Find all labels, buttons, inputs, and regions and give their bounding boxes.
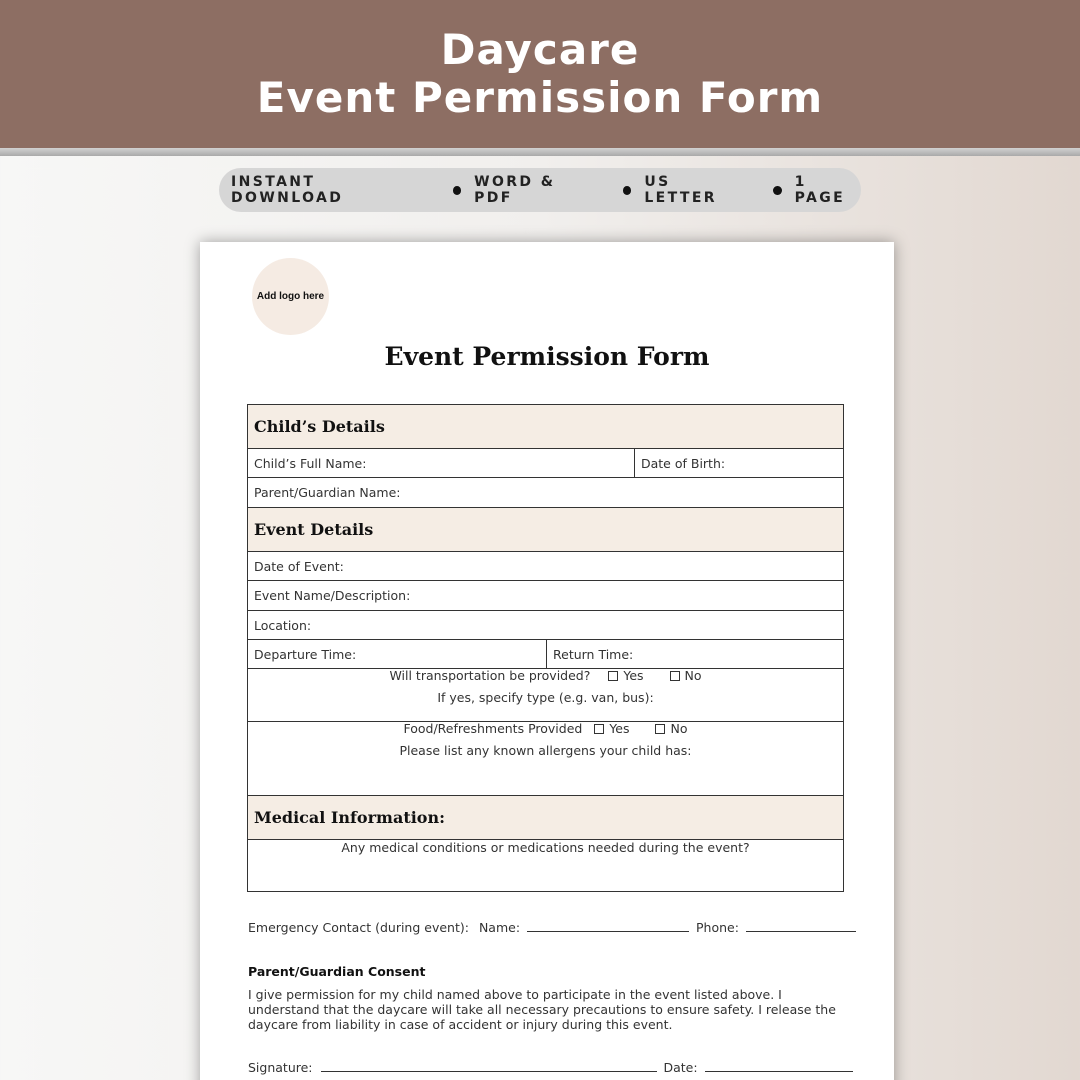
transportation-question: Will transportation be provided? xyxy=(389,668,591,683)
emergency-phone-label: Phone: xyxy=(696,920,739,935)
date-of-birth-field[interactable]: Date of Birth: xyxy=(634,449,843,477)
form-row xyxy=(248,581,843,611)
child-full-name-field[interactable]: Child’s Full Name: xyxy=(254,455,367,471)
section-heading-child: Child’s Details xyxy=(248,405,843,449)
transport-no-label: No xyxy=(684,668,702,683)
guardian-name-field[interactable]: Parent/Guardian Name: xyxy=(254,485,401,500)
checkbox-icon xyxy=(594,724,604,734)
medical-conditions-field[interactable]: Any medical conditions or medications needed during the event? xyxy=(341,840,750,855)
transport-no-checkbox[interactable] xyxy=(670,669,702,683)
banner-title-line-2: Event Permission Form xyxy=(256,73,824,122)
signature-date-input[interactable] xyxy=(705,1062,853,1072)
form-row xyxy=(248,640,843,669)
bullet-dot-icon xyxy=(453,186,462,195)
feature-page-count: 1 PAGE xyxy=(794,174,846,206)
food-no-checkbox[interactable] xyxy=(655,722,687,736)
food-question: Food/Refreshments Provided xyxy=(403,721,583,736)
consent-text: I give permission for my child named above to participate in the event listed above. I understand that the daycare will take all necessary precautions to ensure safety. I release the daycare from liability in case of accident or injury during this event. xyxy=(248,987,836,1032)
checkbox-icon xyxy=(608,671,618,681)
transport-yes-label: Yes xyxy=(623,668,644,683)
allergens-field[interactable]: Please list any known allergens your child has: xyxy=(399,743,692,758)
form-row xyxy=(248,611,843,640)
signature-label: Signature: xyxy=(248,1060,313,1075)
food-no-label: No xyxy=(670,721,688,736)
bullet-dot-icon xyxy=(773,186,782,195)
transportation-cell xyxy=(248,669,843,721)
emergency-contact-label: Emergency Contact (during event): xyxy=(248,920,469,935)
signature-date-label: Date: xyxy=(663,1060,698,1075)
consent-heading: Parent/Guardian Consent xyxy=(248,964,426,979)
bullet-dot-icon xyxy=(623,186,632,195)
section-heading-medical: Medical Information: xyxy=(248,796,843,840)
form-paper xyxy=(200,242,894,1080)
feature-pill xyxy=(219,168,861,212)
feature-us-letter: US LETTER xyxy=(644,174,717,206)
title-banner xyxy=(0,0,1080,148)
transport-yes-checkbox[interactable] xyxy=(608,669,643,683)
food-yes-checkbox[interactable] xyxy=(594,722,629,736)
form-row xyxy=(248,669,843,722)
departure-time-field[interactable]: Departure Time: xyxy=(254,646,357,662)
checkbox-icon xyxy=(655,724,665,734)
form-row xyxy=(248,722,843,796)
logo-placeholder-text: Add logo here xyxy=(256,291,325,302)
food-cell xyxy=(248,722,843,795)
form-row xyxy=(248,449,843,478)
form-row xyxy=(248,840,843,892)
section-heading-event: Event Details xyxy=(248,508,843,552)
banner-divider xyxy=(0,148,1080,156)
signature-input[interactable] xyxy=(321,1062,657,1072)
banner-title-line-1: Daycare xyxy=(440,25,640,74)
emergency-name-input[interactable] xyxy=(527,922,689,932)
form-row xyxy=(248,478,843,508)
form-table xyxy=(247,404,844,892)
feature-instant-download: INSTANT DOWNLOAD xyxy=(231,174,344,206)
emergency-name-label: Name: xyxy=(478,920,521,935)
transportation-question-line xyxy=(389,669,701,691)
location-field[interactable]: Location: xyxy=(254,617,312,633)
form-row xyxy=(248,552,843,581)
feature-word-pdf: WORD & PDF xyxy=(474,174,556,206)
logo-placeholder xyxy=(252,258,329,335)
return-time-field[interactable]: Return Time: xyxy=(546,640,843,668)
event-name-field[interactable]: Event Name/Description: xyxy=(254,588,411,603)
emergency-contact-line xyxy=(248,920,856,935)
event-date-field[interactable]: Date of Event: xyxy=(254,558,344,574)
food-yes-label: Yes xyxy=(609,721,630,736)
document-title: Event Permission Form xyxy=(384,342,710,371)
checkbox-icon xyxy=(670,671,680,681)
transport-type-field[interactable]: If yes, specify type (e.g. van, bus): xyxy=(437,690,654,705)
signature-line xyxy=(248,1060,853,1075)
emergency-phone-input[interactable] xyxy=(746,922,856,932)
food-question-line xyxy=(404,722,688,744)
consent-block xyxy=(248,964,848,1032)
